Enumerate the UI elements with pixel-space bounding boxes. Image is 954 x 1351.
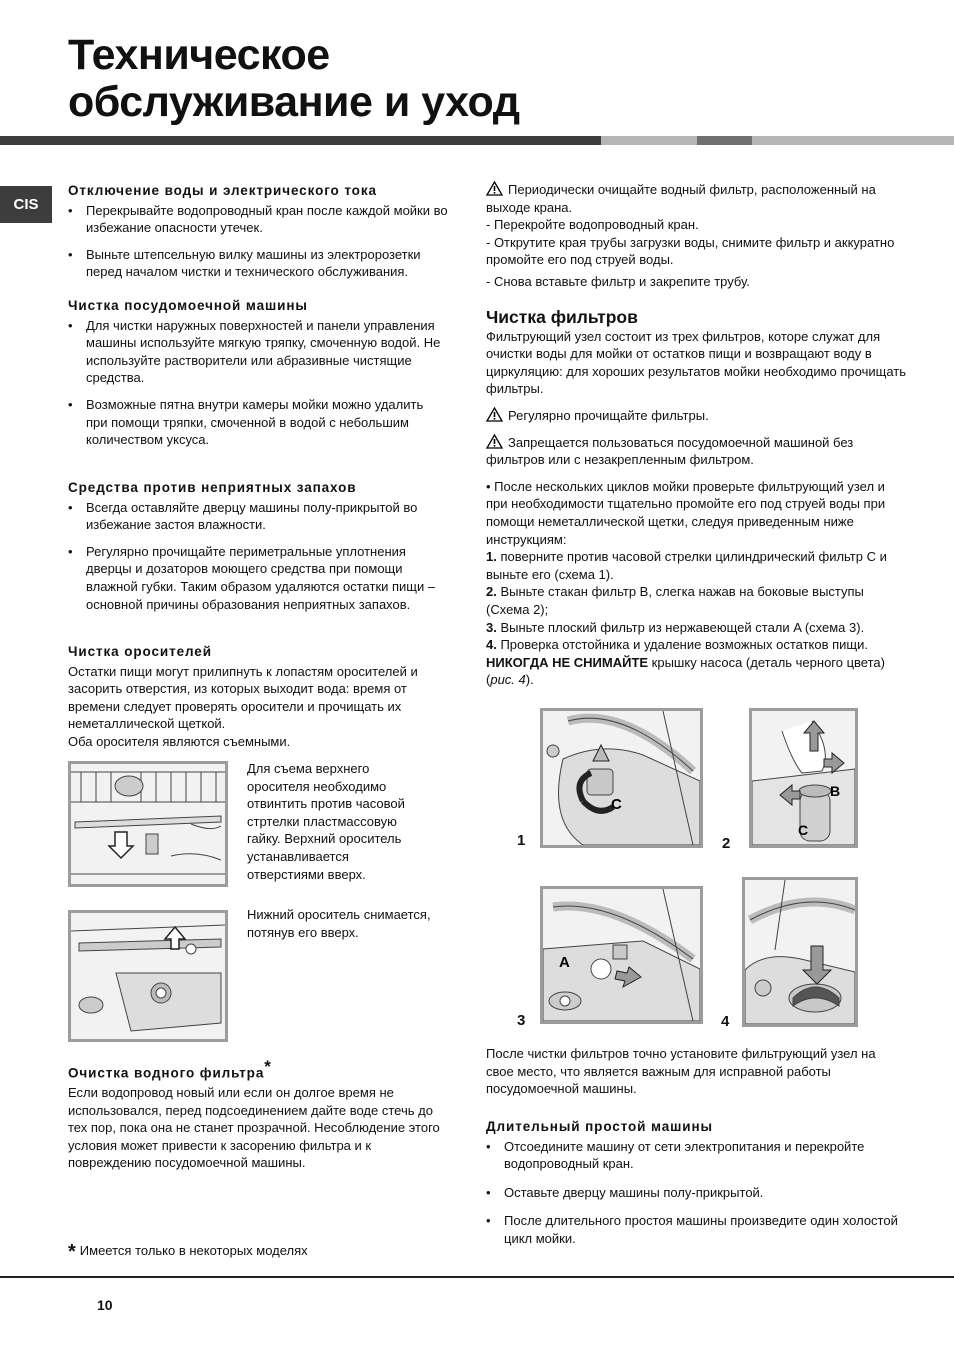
warning-icon [486,181,503,196]
text: крышку насоса (деталь черного цвета) ( [486,654,885,688]
section-filters [486,309,906,689]
header-bar-light-end [752,136,954,145]
list-item: • После длительного простоя машины произведите один холостой цикл мойки. [486,1212,906,1247]
section-long-idle [486,1118,906,1248]
filter-figure-4 [742,877,858,1027]
instruction-step-2 [486,583,906,618]
filter-label-a: A [559,954,570,971]
pump-cover-warning [486,654,906,689]
step-text: Выньте плоский фильтр из нержавеющей стали A (схема 3). [496,619,865,635]
page-number: 10 [97,1297,113,1313]
step-text: поверните против часовой стрелки цилиндрический фильтр C и выньте его (схема 1). [486,549,887,582]
step-text: Проверка отстойника и удаление возможных остатков пищи. [496,637,869,653]
emphasis: НИКОГДА НЕ СНИМАЙТЕ [486,654,649,670]
warning-text [486,407,906,425]
figure-number-2: 2 [722,835,731,852]
filter-figure-1 [540,708,703,848]
filter-illustration-3 [543,889,700,1021]
filter-illustration-4 [745,880,855,1024]
section-heading: Чистка фильтров [486,307,638,327]
section-heading: Средства против неприятных запахов [68,480,357,495]
warning-icon [486,434,503,449]
after-cleaning-text: После чистки фильтров точно установите фильтрующий узел на свое место, что является важным для исправной работы посудомоечной машины. [486,1046,876,1097]
footnote-text: Имеется только в некоторых моделях [79,1243,308,1258]
upper-spray-arm-figure [68,761,228,887]
header-bar-dark [0,136,601,145]
filter-label-c2: C [798,822,809,838]
lower-spray-arm-illustration [71,913,225,1039]
heading-text: Очистка водного фильтра [68,1065,265,1081]
section-heading [68,1058,443,1082]
figure-number-4: 4 [721,1013,730,1030]
title-line-1: Техническое [68,31,330,79]
figure-number-1: 1 [517,832,526,849]
step-number: 2. [486,584,497,600]
section-heading: Чистка посудомоечной машины [68,298,308,313]
step: - Перекройте водопроводный кран. [486,217,699,233]
title-line-2: обслуживание и уход [68,78,520,126]
filter-label-b: B [830,783,841,799]
asterisk: * [264,1057,272,1076]
section-odors [68,479,448,613]
filter-figure-3 [540,886,703,1024]
step: - Открутите края трубы загрузки воды, снимите фильтр и аккуратно промойте его под струей воды. [486,234,895,268]
filter-figure-2 [749,708,858,848]
footer-rule [0,1276,954,1278]
lower-spray-arm-text: Нижний ороситель снимается, потянув его вверх. [247,907,431,940]
page-title [68,32,520,126]
instruction-step-1 [486,548,906,583]
water-filter-instructions [486,181,906,291]
filter-label-c: C [611,796,622,813]
warning-text-2: Регулярно прочищайте фильтры. [508,407,709,423]
paragraph: Если водопровод новый или если он долгое время не использовался, перед подсоединением дайте воде стечь до тех пор, пока она не станет прозрачной. Несоблюдение этого условия может привести к засорению фильтра и к повреждению посудомоечной машины. [68,1085,440,1171]
warning-text-1: Периодически очищайте водный фильтр, расположенный на выходе крана. [486,182,876,215]
filter-illustration-2 [752,711,855,845]
section-heading: Чистка оросителей [68,644,212,659]
section-spray-arms [68,643,443,751]
instruction-step-3 [486,619,906,637]
section-heading: Длительный простой машины [486,1119,713,1134]
section-water-filter [68,1058,443,1172]
list-item: • Для чистки наружных поверхностей и панели управления машины используйте мягкую тряпку, смоченную водой. Не используйте растворители или абразивные чистящие средства. [68,317,448,387]
warning-text-3: Запрещается пользоваться посудомоечной машиной без фильтров или с незакрепленным фильтром. [486,434,854,468]
step: - Снова вставьте фильтр и закрепите трубу. [486,273,750,289]
filter-illustration-1 [543,711,700,845]
paragraph: Фильтрующий узел состоит из трех фильтров, которе служат для очистки воды для мойки от остатков пищи и возвращают воду в циркуляцию: для хороших результатов мойки необходимо прочищать фильтры. [486,328,906,397]
step-number: 3. [486,619,497,635]
section-heading: Отключение воды и электрического тока [68,183,377,198]
footnote-star: * [68,1241,76,1263]
upper-spray-arm-text: Для съема верхнего оросителя необходимо отвинтить против часовой стртелки пластмассовую гайку. Верхний ороситель устанавливается отверстиями вверх. [247,761,405,882]
figure-reference: рис. 4 [490,672,526,688]
step-number: 1. [486,549,497,565]
footnote [68,1242,448,1262]
instruction-step-4 [486,636,906,654]
figure-number-3: 3 [517,1012,526,1029]
section-power-water [68,182,448,281]
warning-icon [486,407,503,422]
list-item: • Отсоедините машину от сети электропитания и перекройте водопроводный кран. [486,1138,906,1173]
lower-spray-arm-figure [68,910,228,1042]
list-item: • Перекрывайте водопроводный кран после каждой мойки во избежание опасности утечек. [68,202,448,237]
list-item: • Оставьте дверцу машины полу-прикрытой. [486,1184,906,1202]
upper-spray-arm-illustration [71,764,225,884]
warning-text [486,434,906,469]
list-item: • Регулярно прочищайте периметральные уплотнения дверцы и дозаторов моющего средства при помощи влажной губки. Таким образом удаляются остатки пищи – основной причины образования неприятных запахов. [68,543,448,613]
step-number: 4. [486,637,497,653]
text: ). [525,672,534,688]
warning-text [486,181,906,216]
paragraph: Оба оросителя являются съемными. [68,733,291,749]
list-item: • Выньте штепсельную вилку машины из электророзетки перед началом чистки и технического обслуживания. [68,246,448,281]
paragraph: Остатки пищи могут прилипнуть к лопастям оросителей и засорить отверстия, из которых выходит вода: время от времени следует проверять оросители и прочищать их неметаллической щеткой. [68,663,418,732]
list-item: • Возможные пятна внутри камеры мойки можно удалить при помощи тряпки, смоченной в водой с небольшим количеством уксуса. [68,396,448,449]
step-text: Выньте стакан фильтр B, слегка нажав на боковые выступы (Схема 2); [486,584,864,617]
language-tab: CIS [0,186,52,223]
paragraph: • После нескольких циклов мойки проверьте фильтрующий узел и при необходимости тщательно промойте его под струей воды при помощи неметаллической щетки, следуя приведенным ниже инструкциям: [486,478,886,547]
section-machine-cleaning [68,297,448,449]
header-bar-light [601,136,697,145]
list-item: • Всегда оставляйте дверцу машины полу-прикрытой во избежание застоя влажности. [68,499,448,534]
header-bar-mid [697,136,752,145]
